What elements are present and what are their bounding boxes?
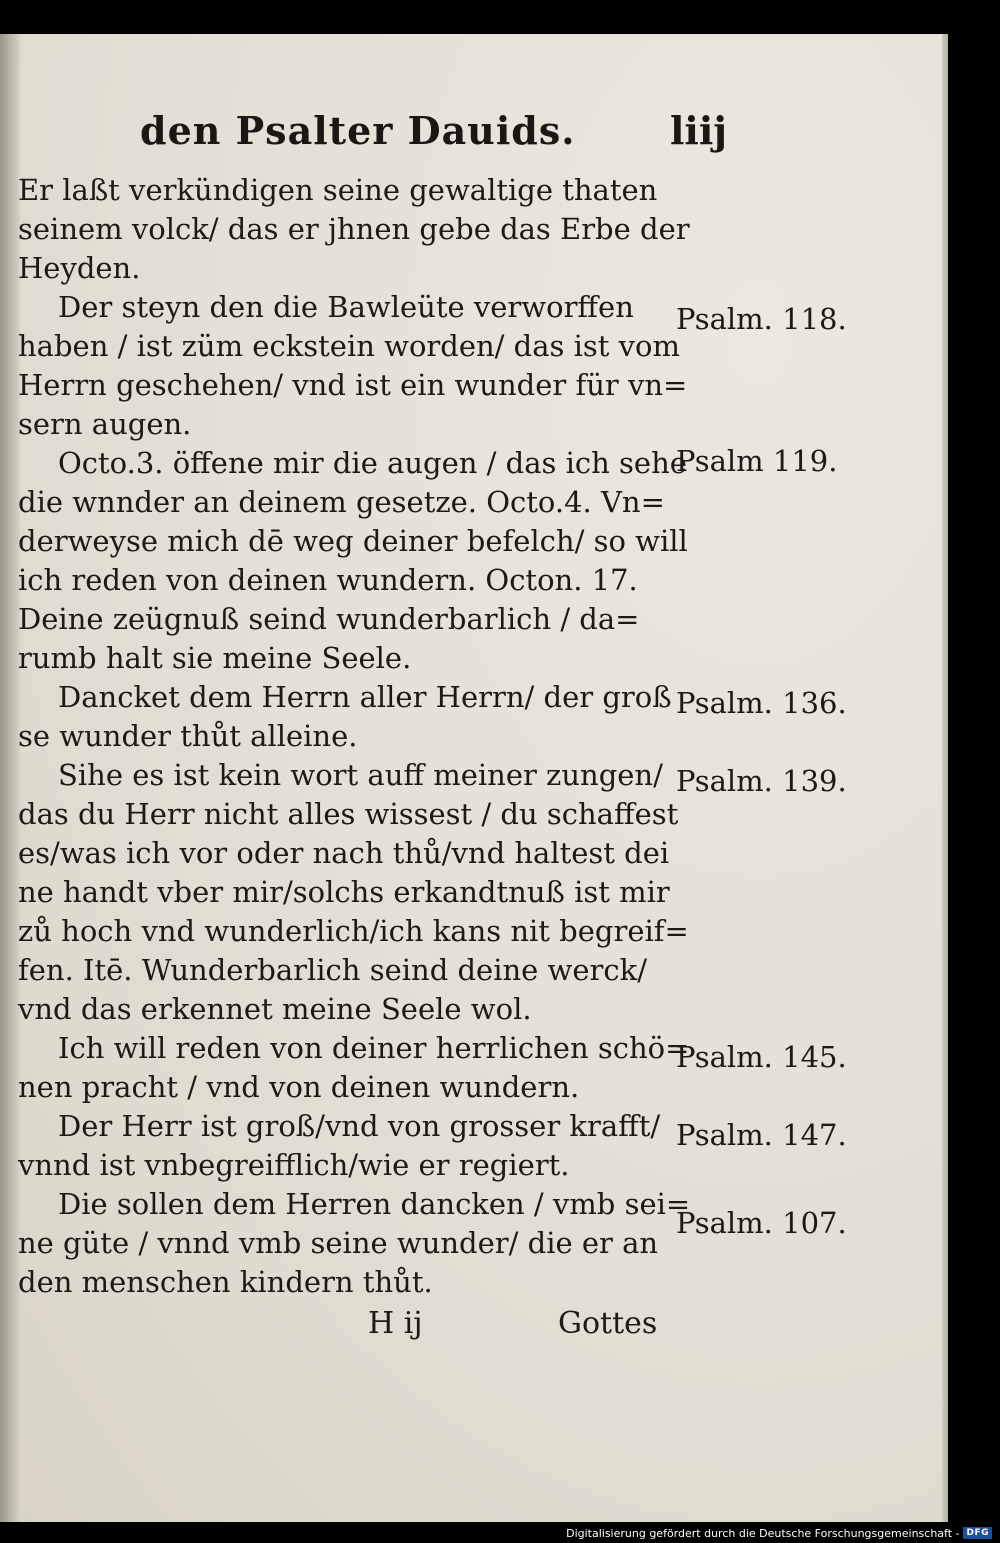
- text-line: Herrn geschehen/ vnd ist ein wunder für vn=: [18, 368, 688, 402]
- signature-mark: H ij: [368, 1306, 423, 1341]
- margin-reference: Psalm. 145.: [676, 1040, 847, 1074]
- text-line: seinem volck/ das er jhnen gebe das Erbe der: [18, 212, 690, 246]
- text-line: nen pracht / vnd von deinen wundern.: [18, 1070, 580, 1104]
- text-line: fen. Itē. Wunderbarlich seind deine werck/: [18, 953, 647, 987]
- text-line: Dancket dem Herrn aller Herrn/ der groß: [58, 680, 672, 714]
- text-line: Heyden.: [18, 251, 141, 285]
- margin-reference: Psalm. 147.: [676, 1118, 847, 1152]
- page-gutter-shadow: [0, 34, 20, 1522]
- text-line: es/was ich vor oder nach thů/vnd haltest dei: [18, 836, 670, 870]
- catchword: Gottes: [558, 1306, 658, 1341]
- text-line: haben / ist züm eckstein worden/ das ist vom: [18, 329, 680, 363]
- page-right-edge: [942, 34, 948, 1522]
- text-line: vnnd ist vnbegreifflich/wie er regiert.: [18, 1148, 570, 1182]
- text-line: den menschen kindern thůt.: [18, 1265, 433, 1299]
- margin-reference: Psalm. 136.: [676, 686, 847, 720]
- text-line: die wnnder an deinem gesetze. Octo.4. Vn=: [18, 485, 665, 519]
- text-line: Die sollen dem Herren dancken / vmb sei=: [58, 1187, 691, 1221]
- margin-reference: Psalm. 139.: [676, 764, 847, 798]
- margin-reference: Psalm. 107.: [676, 1206, 847, 1240]
- dfg-logo: DFG: [963, 1527, 992, 1539]
- text-line: Octo.3. öffene mir die augen / das ich sehe: [58, 446, 687, 480]
- text-line: rumb halt sie meine Seele.: [18, 641, 412, 675]
- text-line: das du Herr nicht alles wissest / du schaffest: [18, 797, 679, 831]
- text-line: Sihe es ist kein wort auff meiner zungen/: [58, 758, 663, 792]
- running-title: den Psalter Dauids.: [140, 108, 576, 153]
- text-line: sern augen.: [18, 407, 192, 441]
- text-line: se wunder thůt alleine.: [18, 719, 358, 753]
- digitization-text: Digitalisierung gefördert durch die Deutsche Forschungsgemeinschaft -: [566, 1526, 960, 1540]
- text-line: ne güte / vnnd vmb seine wunder/ die er an: [18, 1226, 659, 1260]
- folio-number: liij: [670, 108, 728, 153]
- margin-reference: Psalm. 118.: [676, 302, 847, 336]
- text-line: Ich will reden von deiner herrlichen schö=: [58, 1031, 690, 1065]
- text-line: Er laßt verkündigen seine gewaltige thaten: [18, 173, 658, 207]
- book-page: [0, 34, 948, 1522]
- margin-reference: Psalm 119.: [676, 444, 838, 478]
- text-line: vnd das erkennet meine Seele wol.: [18, 992, 532, 1026]
- text-line: ich reden von deinen wundern. Octon. 17.: [18, 563, 638, 597]
- text-line: Der steyn den die Bawleüte verworffen: [58, 290, 634, 324]
- text-line: derweyse mich dē weg deiner befelch/ so will: [18, 524, 688, 558]
- text-line: ne handt vber mir/solchs erkandtnuß ist mir: [18, 875, 670, 909]
- text-line: Der Herr ist groß/vnd von grosser krafft/: [58, 1109, 661, 1143]
- text-line: Deine zeügnuß seind wunderbarlich / da=: [18, 602, 640, 636]
- text-line: zů hoch vnd wunderlich/ich kans nit begreif=: [18, 914, 689, 948]
- digitization-notice: [566, 1523, 992, 1543]
